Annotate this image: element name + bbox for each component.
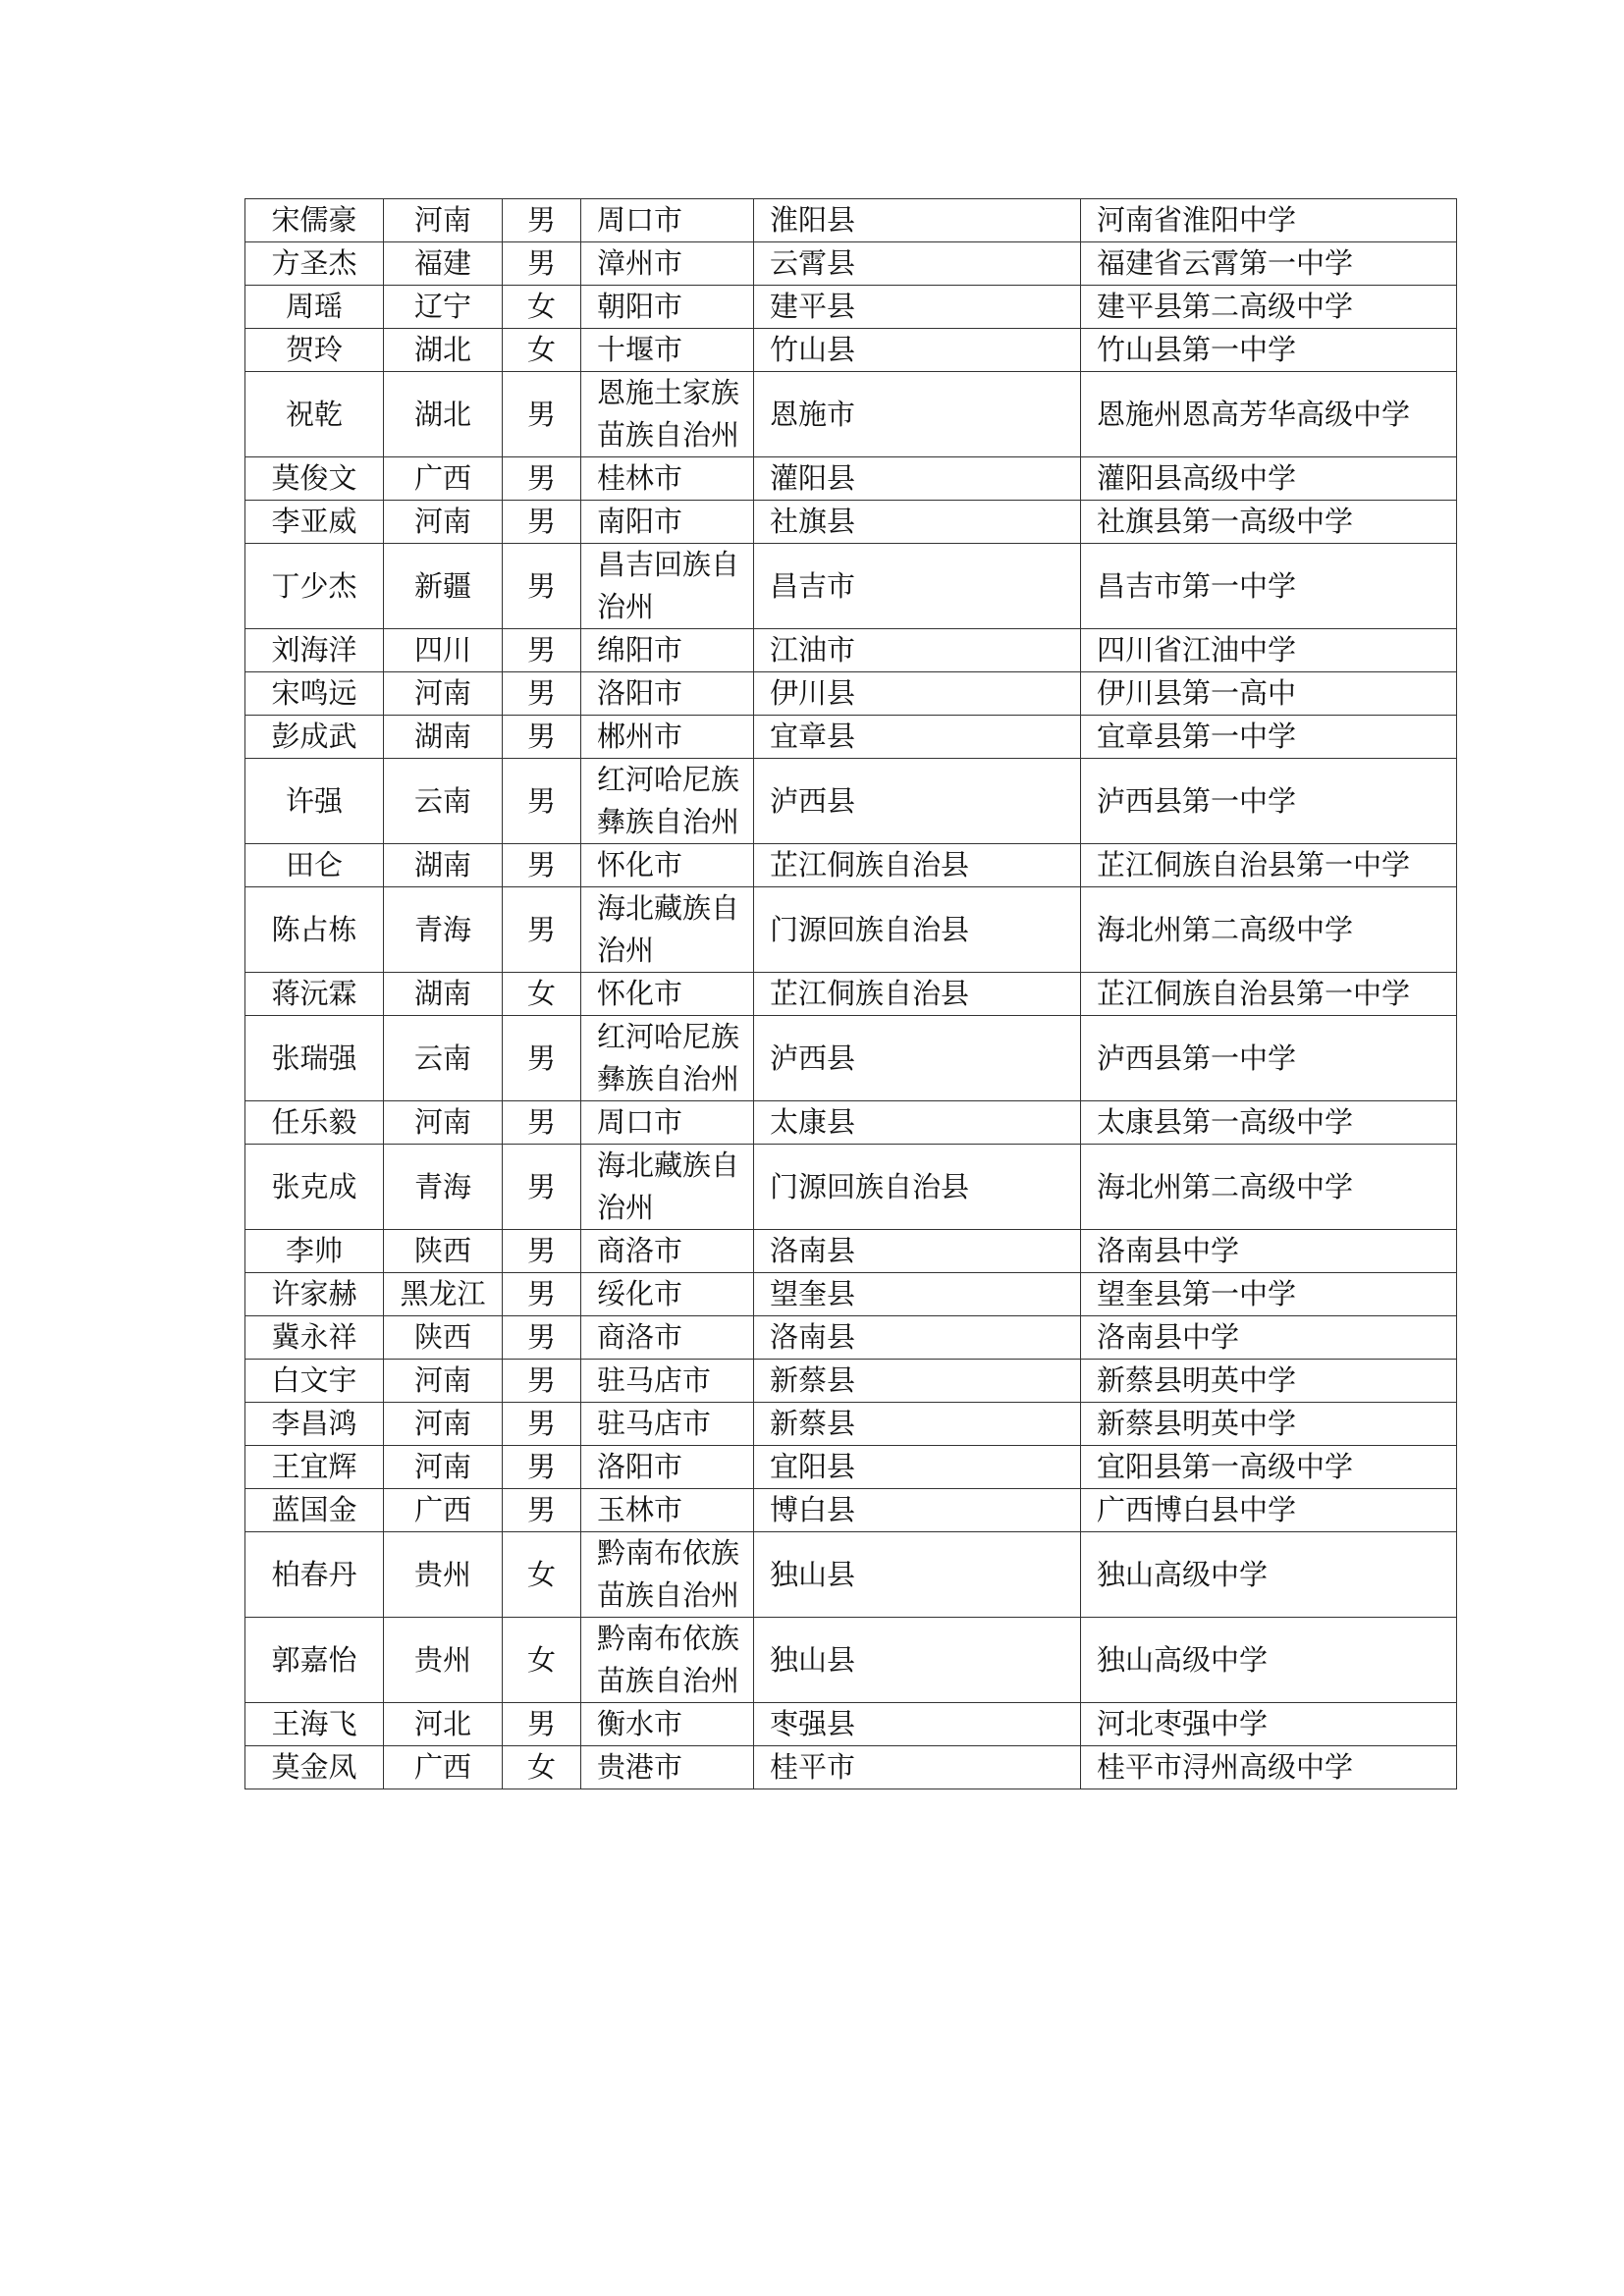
cell-county: 洛南县: [754, 1230, 1081, 1273]
cell-county: 芷江侗族自治县: [754, 973, 1081, 1016]
cell-gender: 男: [503, 672, 581, 716]
cell-county: 伊川县: [754, 672, 1081, 716]
cell-gender: 男: [503, 1703, 581, 1746]
cell-city: 商洛市: [581, 1230, 754, 1273]
cell-county: 昌吉市: [754, 544, 1081, 629]
cell-name: 丁少杰: [245, 544, 384, 629]
cell-name: 王海飞: [245, 1703, 384, 1746]
cell-gender: 女: [503, 329, 581, 372]
cell-school: 新蔡县明英中学: [1081, 1360, 1457, 1403]
cell-province: 贵州: [384, 1618, 503, 1703]
cell-city: 十堰市: [581, 329, 754, 372]
cell-county: 门源回族自治县: [754, 1145, 1081, 1230]
cell-name: 张瑞强: [245, 1016, 384, 1101]
cell-school: 桂平市浔州高级中学: [1081, 1746, 1457, 1789]
cell-name: 冀永祥: [245, 1316, 384, 1360]
cell-school: 灌阳县高级中学: [1081, 457, 1457, 501]
cell-county: 建平县: [754, 286, 1081, 329]
cell-school: 河北枣强中学: [1081, 1703, 1457, 1746]
cell-province: 湖北: [384, 372, 503, 457]
cell-gender: 男: [503, 1016, 581, 1101]
cell-city: 黔南布依族苗族自治州: [581, 1532, 754, 1618]
table-row: [245, 242, 1457, 286]
cell-gender: 男: [503, 372, 581, 457]
cell-school: 广西博白县中学: [1081, 1489, 1457, 1532]
cell-province: 云南: [384, 759, 503, 844]
cell-county: 独山县: [754, 1532, 1081, 1618]
cell-city: 贵港市: [581, 1746, 754, 1789]
cell-county: 洛南县: [754, 1316, 1081, 1360]
cell-school: 福建省云霄第一中学: [1081, 242, 1457, 286]
cell-city: 驻马店市: [581, 1360, 754, 1403]
cell-province: 湖南: [384, 973, 503, 1016]
cell-school: 宜章县第一中学: [1081, 716, 1457, 759]
cell-city: 怀化市: [581, 844, 754, 887]
cell-gender: 男: [503, 199, 581, 242]
table-row: [245, 372, 1457, 457]
cell-school: 泸西县第一中学: [1081, 1016, 1457, 1101]
cell-gender: 男: [503, 716, 581, 759]
table-row: [245, 1446, 1457, 1489]
cell-county: 灌阳县: [754, 457, 1081, 501]
cell-province: 广西: [384, 1489, 503, 1532]
table-row: [245, 672, 1457, 716]
cell-gender: 男: [503, 1489, 581, 1532]
cell-name: 宋鸣远: [245, 672, 384, 716]
table-row: [245, 286, 1457, 329]
cell-name: 莫金凤: [245, 1746, 384, 1789]
cell-city: 桂林市: [581, 457, 754, 501]
cell-name: 周瑶: [245, 286, 384, 329]
cell-province: 陕西: [384, 1230, 503, 1273]
table-row: [245, 1360, 1457, 1403]
cell-school: 建平县第二高级中学: [1081, 286, 1457, 329]
cell-gender: 女: [503, 1532, 581, 1618]
cell-city: 周口市: [581, 199, 754, 242]
cell-city: 昌吉回族自治州: [581, 544, 754, 629]
cell-gender: 男: [503, 242, 581, 286]
cell-school: 海北州第二高级中学: [1081, 1145, 1457, 1230]
cell-province: 湖南: [384, 716, 503, 759]
cell-gender: 男: [503, 1403, 581, 1446]
cell-name: 方圣杰: [245, 242, 384, 286]
cell-province: 湖北: [384, 329, 503, 372]
cell-province: 河南: [384, 1360, 503, 1403]
cell-province: 河北: [384, 1703, 503, 1746]
table-row: [245, 501, 1457, 544]
cell-city: 绵阳市: [581, 629, 754, 672]
cell-city: 玉林市: [581, 1489, 754, 1532]
cell-province: 四川: [384, 629, 503, 672]
cell-province: 福建: [384, 242, 503, 286]
cell-gender: 男: [503, 501, 581, 544]
cell-gender: 男: [503, 1360, 581, 1403]
cell-name: 田仑: [245, 844, 384, 887]
cell-gender: 男: [503, 844, 581, 887]
cell-county: 淮阳县: [754, 199, 1081, 242]
cell-gender: 男: [503, 1101, 581, 1145]
cell-province: 广西: [384, 457, 503, 501]
cell-city: 红河哈尼族彝族自治州: [581, 759, 754, 844]
table-row: [245, 329, 1457, 372]
cell-name: 刘海洋: [245, 629, 384, 672]
cell-gender: 男: [503, 1273, 581, 1316]
cell-county: 桂平市: [754, 1746, 1081, 1789]
cell-school: 洛南县中学: [1081, 1230, 1457, 1273]
cell-school: 芷江侗族自治县第一中学: [1081, 973, 1457, 1016]
cell-county: 宜阳县: [754, 1446, 1081, 1489]
cell-county: 泸西县: [754, 759, 1081, 844]
table-row: [245, 973, 1457, 1016]
cell-name: 莫俊文: [245, 457, 384, 501]
table-row: [245, 716, 1457, 759]
cell-city: 恩施土家族苗族自治州: [581, 372, 754, 457]
cell-county: 宜章县: [754, 716, 1081, 759]
cell-county: 枣强县: [754, 1703, 1081, 1746]
table-row: [245, 1273, 1457, 1316]
cell-county: 门源回族自治县: [754, 887, 1081, 973]
cell-gender: 男: [503, 887, 581, 973]
cell-county: 泸西县: [754, 1016, 1081, 1101]
cell-school: 海北州第二高级中学: [1081, 887, 1457, 973]
table-row: [245, 629, 1457, 672]
table-row: [245, 1532, 1457, 1618]
cell-city: 朝阳市: [581, 286, 754, 329]
cell-school: 芷江侗族自治县第一中学: [1081, 844, 1457, 887]
cell-county: 望奎县: [754, 1273, 1081, 1316]
cell-city: 怀化市: [581, 973, 754, 1016]
cell-province: 河南: [384, 199, 503, 242]
cell-city: 海北藏族自治州: [581, 1145, 754, 1230]
cell-gender: 男: [503, 759, 581, 844]
cell-school: 泸西县第一中学: [1081, 759, 1457, 844]
cell-name: 蒋沅霖: [245, 973, 384, 1016]
table-row: [245, 457, 1457, 501]
cell-city: 绥化市: [581, 1273, 754, 1316]
cell-county: 独山县: [754, 1618, 1081, 1703]
cell-county: 云霄县: [754, 242, 1081, 286]
cell-school: 宜阳县第一高级中学: [1081, 1446, 1457, 1489]
cell-school: 竹山县第一中学: [1081, 329, 1457, 372]
cell-name: 任乐毅: [245, 1101, 384, 1145]
cell-name: 祝乾: [245, 372, 384, 457]
table-row: [245, 544, 1457, 629]
cell-city: 洛阳市: [581, 1446, 754, 1489]
cell-county: 恩施市: [754, 372, 1081, 457]
cell-gender: 男: [503, 544, 581, 629]
cell-name: 贺玲: [245, 329, 384, 372]
cell-province: 湖南: [384, 844, 503, 887]
cell-gender: 男: [503, 457, 581, 501]
table-row: [245, 844, 1457, 887]
cell-school: 洛南县中学: [1081, 1316, 1457, 1360]
table-row: [245, 199, 1457, 242]
cell-city: 周口市: [581, 1101, 754, 1145]
cell-school: 独山高级中学: [1081, 1618, 1457, 1703]
cell-county: 新蔡县: [754, 1403, 1081, 1446]
cell-province: 辽宁: [384, 286, 503, 329]
table-row: [245, 759, 1457, 844]
cell-province: 黑龙江: [384, 1273, 503, 1316]
cell-name: 王宜辉: [245, 1446, 384, 1489]
table-row: [245, 1016, 1457, 1101]
cell-city: 南阳市: [581, 501, 754, 544]
cell-school: 新蔡县明英中学: [1081, 1403, 1457, 1446]
cell-name: 许家赫: [245, 1273, 384, 1316]
cell-gender: 女: [503, 1746, 581, 1789]
cell-city: 衡水市: [581, 1703, 754, 1746]
cell-school: 河南省淮阳中学: [1081, 199, 1457, 242]
table-row: [245, 1403, 1457, 1446]
cell-name: 彭成武: [245, 716, 384, 759]
cell-gender: 男: [503, 1316, 581, 1360]
cell-city: 洛阳市: [581, 672, 754, 716]
cell-name: 白文宇: [245, 1360, 384, 1403]
cell-name: 蓝国金: [245, 1489, 384, 1532]
cell-school: 社旗县第一高级中学: [1081, 501, 1457, 544]
table-row: [245, 1230, 1457, 1273]
cell-province: 河南: [384, 501, 503, 544]
cell-province: 河南: [384, 672, 503, 716]
cell-county: 太康县: [754, 1101, 1081, 1145]
cell-province: 河南: [384, 1403, 503, 1446]
cell-province: 云南: [384, 1016, 503, 1101]
cell-province: 河南: [384, 1446, 503, 1489]
cell-gender: 女: [503, 1618, 581, 1703]
cell-city: 黔南布依族苗族自治州: [581, 1618, 754, 1703]
cell-name: 郭嘉怡: [245, 1618, 384, 1703]
cell-name: 李昌鸿: [245, 1403, 384, 1446]
cell-school: 四川省江油中学: [1081, 629, 1457, 672]
cell-school: 独山高级中学: [1081, 1532, 1457, 1618]
cell-city: 海北藏族自治州: [581, 887, 754, 973]
cell-school: 恩施州恩高芳华高级中学: [1081, 372, 1457, 457]
table-row: [245, 1703, 1457, 1746]
cell-gender: 男: [503, 1446, 581, 1489]
cell-county: 博白县: [754, 1489, 1081, 1532]
cell-gender: 男: [503, 1145, 581, 1230]
cell-name: 李亚威: [245, 501, 384, 544]
table-row: [245, 1746, 1457, 1789]
cell-school: 伊川县第一高中: [1081, 672, 1457, 716]
cell-gender: 男: [503, 629, 581, 672]
cell-school: 昌吉市第一中学: [1081, 544, 1457, 629]
cell-city: 漳州市: [581, 242, 754, 286]
cell-name: 柏春丹: [245, 1532, 384, 1618]
student-table-body: [245, 199, 1457, 1789]
cell-name: 宋儒豪: [245, 199, 384, 242]
cell-school: 太康县第一高级中学: [1081, 1101, 1457, 1145]
cell-name: 李帅: [245, 1230, 384, 1273]
table-row: [245, 887, 1457, 973]
cell-province: 广西: [384, 1746, 503, 1789]
cell-city: 商洛市: [581, 1316, 754, 1360]
table-row: [245, 1101, 1457, 1145]
cell-school: 望奎县第一中学: [1081, 1273, 1457, 1316]
cell-city: 红河哈尼族彝族自治州: [581, 1016, 754, 1101]
cell-name: 陈占栋: [245, 887, 384, 973]
cell-province: 陕西: [384, 1316, 503, 1360]
cell-gender: 女: [503, 286, 581, 329]
table-row: [245, 1145, 1457, 1230]
cell-province: 河南: [384, 1101, 503, 1145]
cell-province: 青海: [384, 887, 503, 973]
cell-province: 新疆: [384, 544, 503, 629]
cell-county: 新蔡县: [754, 1360, 1081, 1403]
cell-name: 张克成: [245, 1145, 384, 1230]
table-row: [245, 1618, 1457, 1703]
cell-gender: 女: [503, 973, 581, 1016]
cell-province: 贵州: [384, 1532, 503, 1618]
cell-county: 竹山县: [754, 329, 1081, 372]
cell-county: 江油市: [754, 629, 1081, 672]
student-table: [244, 198, 1457, 1789]
cell-county: 社旗县: [754, 501, 1081, 544]
cell-city: 驻马店市: [581, 1403, 754, 1446]
cell-city: 郴州市: [581, 716, 754, 759]
table-row: [245, 1489, 1457, 1532]
cell-province: 青海: [384, 1145, 503, 1230]
cell-gender: 男: [503, 1230, 581, 1273]
cell-county: 芷江侗族自治县: [754, 844, 1081, 887]
cell-name: 许强: [245, 759, 384, 844]
table-row: [245, 1316, 1457, 1360]
